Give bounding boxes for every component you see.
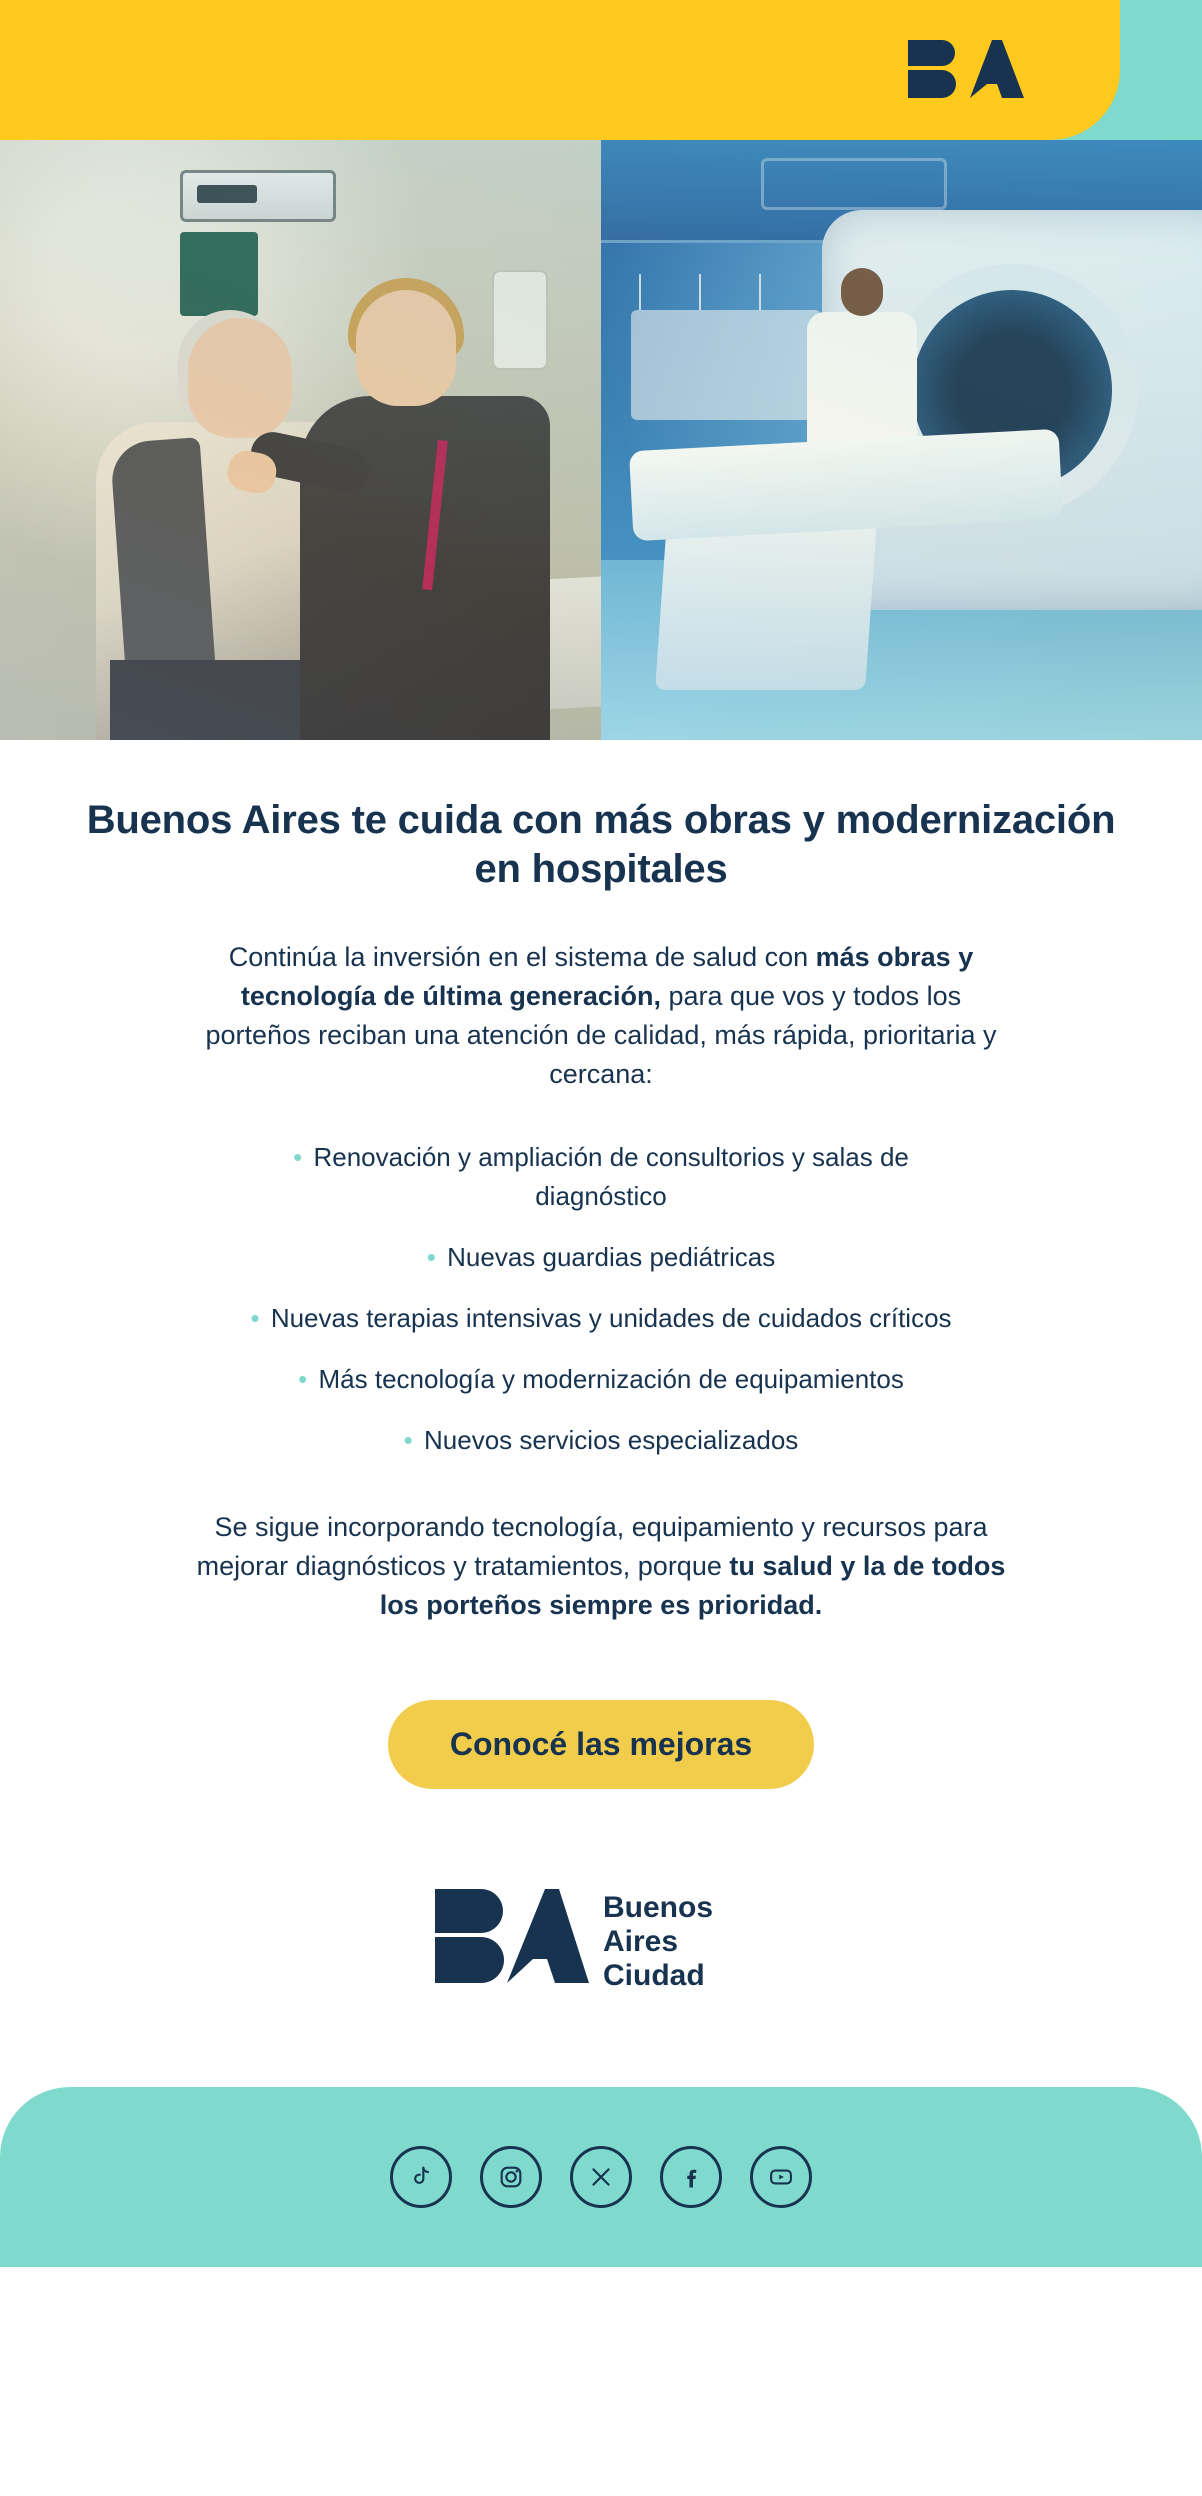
list-item bbox=[241, 1238, 961, 1277]
closing-text-bold: tu salud y la de todos los porteños siempre es prioridad. bbox=[379, 1551, 1006, 1621]
svg-text:Ciudad: Ciudad bbox=[603, 1958, 705, 1991]
page-title: Buenos Aires te cuida con más obras y modernización en hospitales bbox=[86, 798, 1116, 891]
tiktok-icon[interactable] bbox=[390, 2146, 452, 2208]
intro-text-part2: para que vos y todos los porteños reciban una atención de calidad, más rápida, prioritaria y cercana: bbox=[205, 980, 997, 1090]
social-footer-bar bbox=[0, 2087, 1202, 2267]
ba-logo-icon bbox=[904, 34, 1024, 104]
ba-footer-logo bbox=[70, 1881, 1132, 1991]
bullet-dot-icon: • bbox=[250, 1303, 260, 1334]
x-twitter-icon[interactable] bbox=[570, 2146, 632, 2208]
conoce-las-mejoras-button[interactable]: Conocé las mejoras bbox=[388, 1700, 814, 1789]
list-item bbox=[241, 1138, 961, 1216]
ba-wordmark bbox=[603, 1881, 773, 1991]
youtube-icon[interactable] bbox=[750, 2146, 812, 2208]
intro-paragraph bbox=[186, 938, 1016, 1095]
list-item-label: Nuevas guardias pediátricas bbox=[447, 1242, 776, 1273]
facebook-icon[interactable] bbox=[660, 2146, 722, 2208]
bullet-dot-icon: • bbox=[298, 1364, 308, 1395]
list-item-label: Renovación y ampliación de consultorios y salas de diagnóstico bbox=[313, 1142, 909, 1212]
intro-text-bold: más obras y tecnología de última generación, bbox=[240, 941, 974, 1011]
main-content bbox=[0, 740, 1202, 1991]
bullet-dot-icon: • bbox=[403, 1425, 413, 1456]
list-item-label: Nuevos servicios especializados bbox=[424, 1425, 799, 1456]
svg-text:Buenos: Buenos bbox=[603, 1890, 714, 1924]
benefits-list bbox=[241, 1138, 961, 1460]
list-item-label: Más tecnología y modernización de equipamientos bbox=[318, 1364, 904, 1395]
intro-text-part1: Continúa la inversión en el sistema de salud con bbox=[228, 941, 816, 972]
cta-container bbox=[70, 1700, 1132, 1789]
closing-paragraph bbox=[181, 1508, 1021, 1625]
hero-image-clinic bbox=[0, 140, 601, 740]
closing-text-part1: Se sigue incorporando tecnología, equipamiento y recursos para mejorar diagnósticos y tratamientos, porque bbox=[196, 1512, 988, 1582]
hero-image-mri bbox=[601, 140, 1202, 740]
bullet-dot-icon: • bbox=[293, 1142, 303, 1173]
list-item bbox=[241, 1421, 961, 1460]
instagram-icon[interactable] bbox=[480, 2146, 542, 2208]
hero-images bbox=[0, 140, 1202, 740]
list-item bbox=[241, 1299, 961, 1338]
bullet-dot-icon: • bbox=[426, 1242, 436, 1273]
svg-text:Aires: Aires bbox=[603, 1924, 679, 1958]
ba-monogram-icon bbox=[429, 1881, 589, 1991]
page-header bbox=[0, 0, 1202, 140]
list-item bbox=[241, 1360, 961, 1399]
list-item-label: Nuevas terapias intensivas y unidades de cuidados críticos bbox=[270, 1303, 952, 1334]
